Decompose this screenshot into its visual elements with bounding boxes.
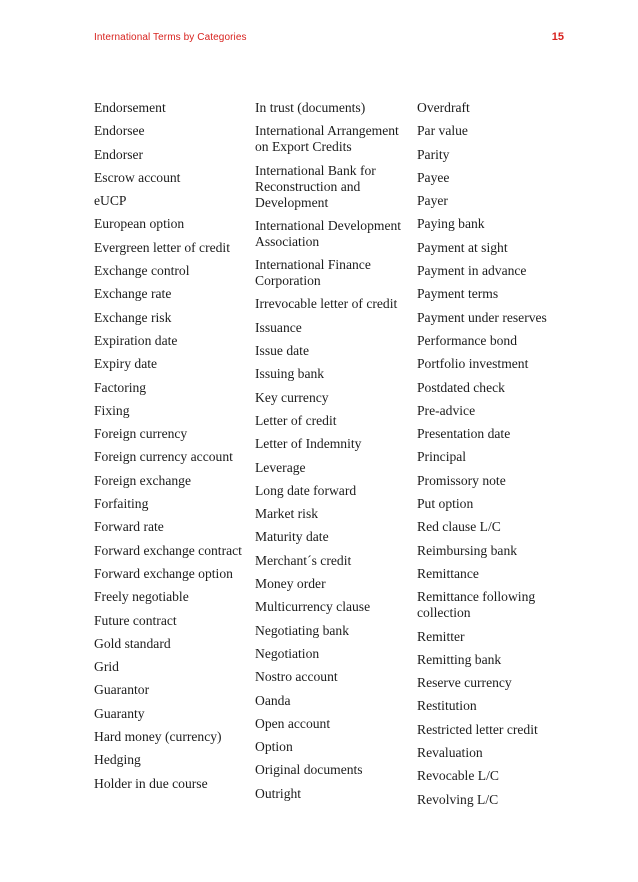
glossary-term: Hedging: [94, 752, 141, 768]
glossary-term: Foreign currency account: [94, 449, 233, 465]
glossary-term: Evergreen letter of credit: [94, 239, 230, 255]
glossary-term: Reimbursing bank: [417, 542, 518, 558]
glossary-term: Presentation date: [417, 426, 511, 442]
page-header: [94, 32, 564, 50]
glossary-term: Revolving L/C: [417, 791, 499, 807]
glossary-term: Issuance: [255, 319, 302, 335]
glossary-term: Key currency: [255, 389, 329, 405]
glossary-term: Original documents: [255, 762, 363, 778]
glossary-term: Holder in due course: [94, 775, 208, 791]
glossary-term: International Arrangement on Export Credits: [255, 123, 399, 155]
glossary-term: Red clause L/C: [417, 519, 501, 535]
running-header-title: International Terms by Categories: [94, 32, 247, 43]
glossary-term: Market risk: [255, 506, 319, 522]
glossary-term: Guarantor: [94, 682, 150, 698]
glossary-term: Forward exchange contract: [94, 542, 242, 558]
glossary-term: Irrevocable letter of credit: [255, 296, 398, 312]
glossary-term: Payment at sight: [417, 239, 508, 255]
glossary-term: Payer: [417, 193, 448, 209]
glossary-term: Nostro account: [255, 669, 338, 685]
glossary-term: European option: [94, 216, 185, 232]
glossary-term: Remitting bank: [417, 651, 502, 667]
glossary-term: Foreign currency: [94, 426, 188, 442]
glossary-term: Endorsee: [94, 123, 145, 139]
glossary-term: Exchange risk: [94, 309, 172, 325]
glossary-term: Expiration date: [94, 332, 178, 348]
glossary-term: Payee: [417, 169, 450, 185]
glossary-term: Freely negotiable: [94, 589, 189, 605]
glossary-term: Exchange rate: [94, 286, 172, 302]
glossary-term: Revaluation: [417, 745, 483, 761]
glossary-term: Future contract: [94, 612, 177, 628]
glossary-term: eUCP: [94, 193, 127, 209]
glossary-term: Open account: [255, 715, 331, 731]
glossary-term: Par value: [417, 123, 468, 139]
terms-column-1: [94, 100, 259, 799]
glossary-term: Oanda: [255, 692, 291, 708]
glossary-term: Principal: [417, 449, 467, 465]
glossary-term: Pre-advice: [417, 402, 476, 418]
page-number: 15: [551, 31, 564, 43]
glossary-term: International Bank for Reconstruction and Development: [255, 162, 376, 210]
glossary-term: Long date forward: [255, 482, 357, 498]
glossary-term: Reserve currency: [417, 675, 512, 691]
glossary-term: Letter of Indemnity: [255, 436, 362, 452]
glossary-term: Portfolio investment: [417, 356, 529, 372]
glossary-term: International Development Association: [255, 217, 402, 249]
glossary-term: Escrow account: [94, 169, 181, 185]
glossary-term: Put option: [417, 496, 474, 512]
glossary-term: Leverage: [255, 459, 306, 475]
glossary-term: Forward exchange option: [94, 565, 233, 581]
glossary-term: Overdraft: [417, 100, 470, 115]
glossary-term: Performance bond: [417, 332, 518, 348]
glossary-term: Exchange control: [94, 263, 190, 279]
glossary-term: Issuing bank: [255, 366, 325, 382]
glossary-term: Remitter: [417, 628, 465, 644]
glossary-term: Foreign exchange: [94, 472, 192, 488]
glossary-term: Guaranty: [94, 705, 145, 721]
glossary-term: Option: [255, 739, 293, 755]
glossary-term: Hard money (currency): [94, 729, 222, 745]
glossary-term: In trust (documents): [255, 100, 366, 115]
glossary-term: Forward rate: [94, 519, 164, 535]
glossary-term: Multicurrency clause: [255, 599, 371, 615]
glossary-term: Payment terms: [417, 286, 499, 302]
glossary-term: Parity: [417, 146, 450, 162]
glossary-term: Promissory note: [417, 472, 506, 488]
glossary-term: Grid: [94, 659, 119, 675]
glossary-term: Negotiation: [255, 645, 320, 661]
glossary-term: Postdated check: [417, 379, 505, 395]
terms-column-2: [255, 100, 420, 809]
glossary-term: Payment under reserves: [417, 309, 547, 325]
glossary-term: Endorsement: [94, 100, 166, 115]
glossary-term: Factoring: [94, 379, 147, 395]
glossary-term: Expiry date: [94, 356, 158, 372]
glossary-term: Gold standard: [94, 635, 171, 651]
glossary-term: Money order: [255, 576, 326, 592]
glossary-term: Restricted letter credit: [417, 721, 538, 737]
glossary-term: Negotiating bank: [255, 622, 350, 638]
glossary-term: International Finance Corporation: [255, 257, 371, 289]
glossary-term: Letter of credit: [255, 412, 337, 428]
terms-column-3: [417, 100, 582, 815]
glossary-term: Revocable L/C: [417, 768, 499, 784]
glossary-term: Remittance following collection: [417, 589, 536, 621]
glossary-term: Merchant´s credit: [255, 552, 352, 568]
glossary-term: Payment in advance: [417, 263, 527, 279]
glossary-term: Paying bank: [417, 216, 485, 232]
glossary-term: Remittance: [417, 565, 479, 581]
glossary-term: Outright: [255, 785, 302, 801]
glossary-term: Issue date: [255, 343, 309, 359]
glossary-term: Endorser: [94, 146, 144, 162]
glossary-term: Fixing: [94, 402, 130, 418]
glossary-term: Forfaiting: [94, 496, 149, 512]
glossary-term: Restitution: [417, 698, 477, 714]
glossary-term: Maturity date: [255, 529, 329, 545]
